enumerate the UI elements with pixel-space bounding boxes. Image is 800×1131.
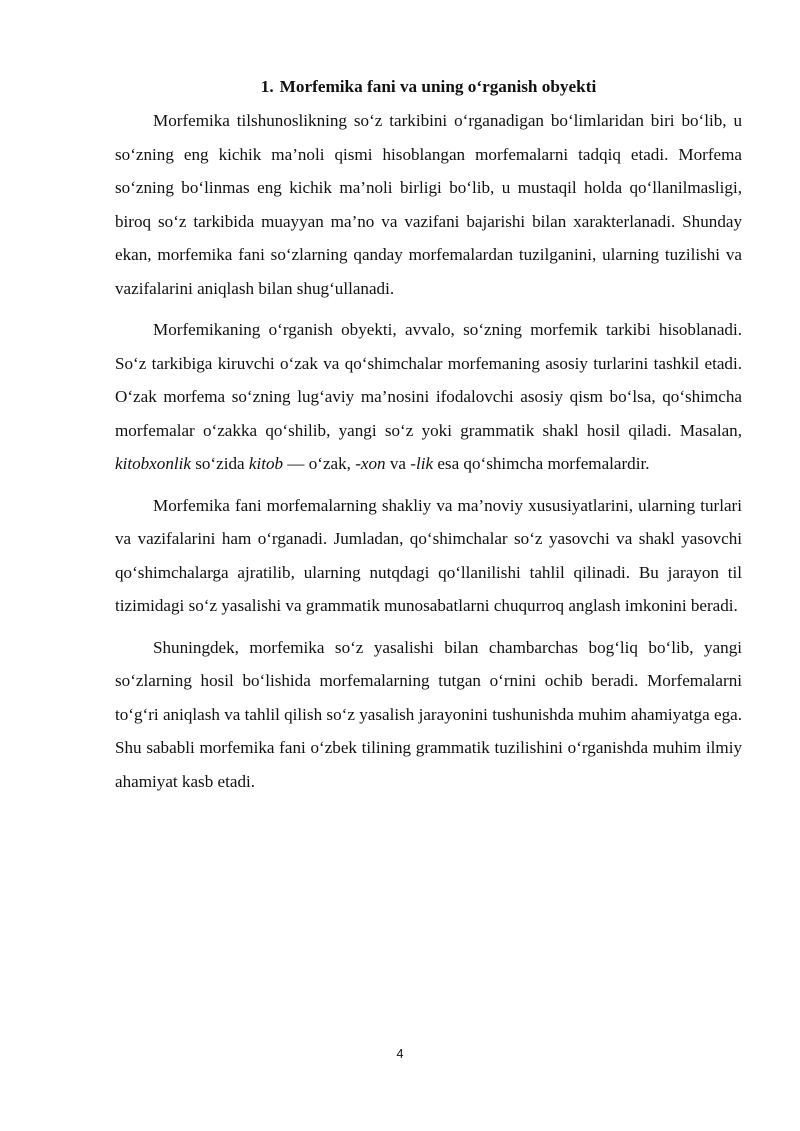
example-suffix: -lik — [410, 454, 434, 473]
page-number: 4 — [396, 1047, 404, 1061]
paragraph-text: Morfemika tilshunoslikning so‘z tarkibini o‘rganadigan bo‘limlaridan biri bo‘lib, u so‘zning eng kichik ma’noli qismi hisoblangan morfemalarni tadqiq etadi. Morfema so‘zning bo‘linmas eng kichik ma’noli birligi bo‘lib, u mustaqil holda qo‘llanilmasligi, biroq so‘z tarkibida muayyan ma’no va vazifani bajarishi bilan xarakterlanadi. Shunday ekan, morfemika fani so‘zlarning qanday morfemalardan tuzilganini, ularning tuzilishi va vazifalarini aniqlash bilan shug‘ullanadi. — [115, 111, 742, 298]
example-word: kitobxonlik — [115, 454, 191, 473]
paragraph — [115, 313, 742, 481]
section-title: Morfemika fani va uning o‘rganish obyekti — [279, 77, 597, 96]
paragraph-text: Morfemika fani morfemalarning shakliy va ma’noviy xususiyatlarini, ularning turlari va vazifalarini ham o‘rganadi. Jumladan, qo‘shimchalar so‘z yasovchi va shakl yasovchi qo‘shimchalarga ajratilib, ularning nutqdagi qo‘llanilishi tahlil qilinadi. Bu jarayon til tizimidagi so‘z yasalishi va grammatik munosabatlarni chuqurroq anglash imkonini beradi. — [115, 495, 742, 615]
section-number: 1. — [260, 77, 274, 96]
paragraph — [115, 104, 742, 305]
paragraph — [115, 631, 742, 799]
paragraph-text: va — [385, 454, 411, 473]
example-root: kitob — [248, 454, 284, 473]
paragraph — [115, 489, 742, 623]
paragraph-text: Morfemikaning o‘rganish obyekti, avvalo, so‘zning morfemik tarkibi hisoblanadi. So‘z tarkibiga kiruvchi o‘zak va qo‘shimchalar morfemaning asosiy turlarini tashkil etadi. O‘zak morfema so‘zning lug‘aviy ma’nosini ifodalovchi asosiy qism bo‘lsa, qo‘shimcha morfemalar o‘zakka qo‘shilib, yangi so‘z yoki grammatik shakl hosil qiladi. Masalan, — [115, 320, 742, 440]
body-text — [115, 104, 742, 806]
paragraph-text: Shuningdek, morfemika so‘z yasalishi bilan chambarchas bog‘liq bo‘lib, yangi so‘zlarning hosil bo‘lishida morfemalarning tutgan o‘rnini ochib beradi. Morfemalarni to‘g‘ri aniqlash va tahlil qilish so‘z yasalish jarayonini tushunishda muhim ahamiyatga ega. Shu sababli morfemika fani o‘zbek tilining grammatik tuzilishini o‘rganishda muhim ilmiy ahamiyat kasb etadi. — [115, 637, 742, 791]
section-heading — [115, 76, 742, 98]
example-suffix: -xon — [355, 454, 386, 473]
paragraph-text: — o‘zak, — [283, 454, 356, 473]
paragraph-text: so‘zida — [190, 454, 249, 473]
paragraph-text: esa qo‘shimcha morfemalardir. — [433, 454, 650, 473]
